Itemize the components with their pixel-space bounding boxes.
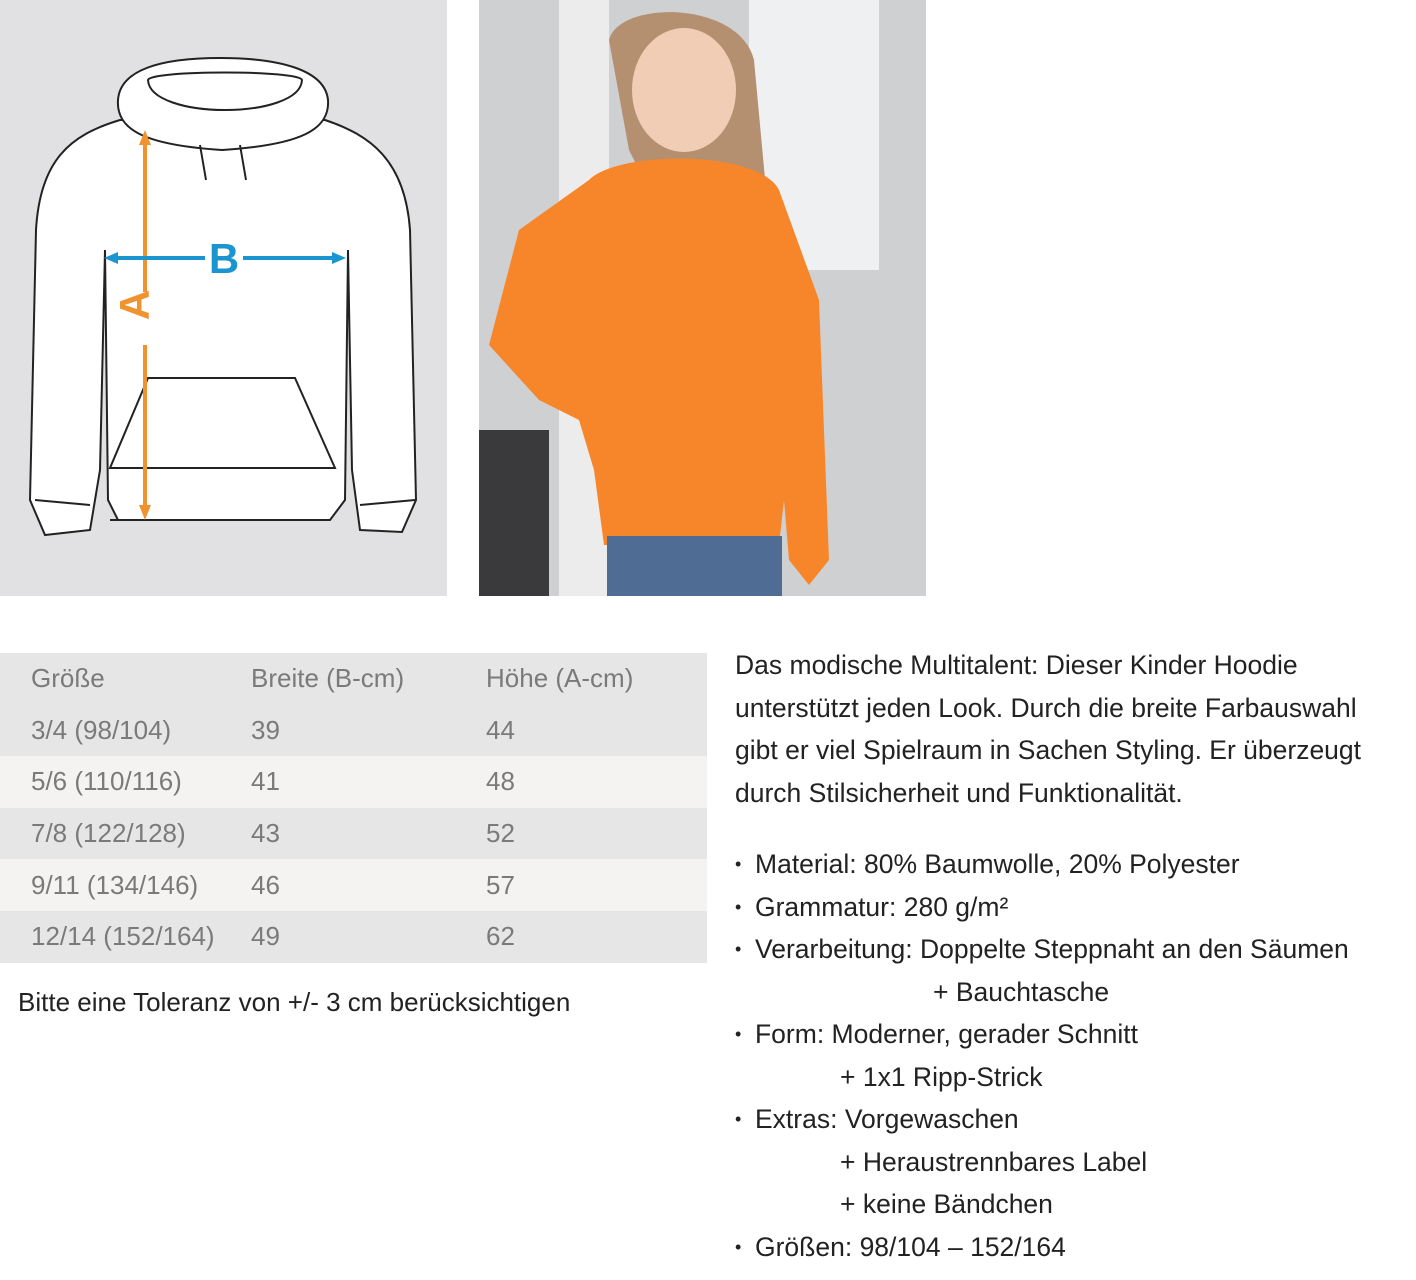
cell-width: 39 xyxy=(251,714,280,745)
product-description: Das modische Multitalent: Dieser Kinder Hoodie unterstützt jeden Look. Durch die breite Farbauswahl gibt er viel Spielraum in Sachen Styling. Er überzeugt durch Stilsicherheit und Funktionalität. xyxy=(735,650,1362,808)
feature-material xyxy=(735,843,1349,886)
table-row xyxy=(0,808,707,860)
cell-height: 52 xyxy=(486,818,515,849)
cell-size: 3/4 (98/104) xyxy=(31,714,172,745)
hoodie-body xyxy=(30,120,416,535)
cell-height: 57 xyxy=(486,869,515,900)
table-row xyxy=(0,859,707,911)
cell-width: 46 xyxy=(251,869,280,900)
header-size: Größe xyxy=(31,663,105,694)
cell-height: 44 xyxy=(486,714,515,745)
feature-form xyxy=(735,1013,1349,1098)
cell-width: 41 xyxy=(251,766,280,797)
feature-continuation: + Heraustrennbares Label xyxy=(840,1146,1148,1177)
product-photo xyxy=(479,0,926,596)
table-header-row xyxy=(0,653,707,705)
feature-continuation: + keine Bändchen xyxy=(840,1189,1053,1219)
cell-height: 62 xyxy=(486,921,515,952)
table-row xyxy=(0,705,707,757)
tolerance-note: Bitte eine Toleranz von +/- 3 cm berücksichtigen xyxy=(18,987,571,1017)
feature-sizes xyxy=(735,1226,1349,1269)
feature-extras xyxy=(735,1098,1349,1226)
cell-size: 12/14 (152/164) xyxy=(31,921,215,952)
feature-text: Extras: Vorgewaschen xyxy=(755,1104,1019,1134)
cell-width: 49 xyxy=(251,921,280,952)
size-table xyxy=(0,653,707,963)
cell-size: 9/11 (134/146) xyxy=(31,869,199,900)
cell-size: 5/6 (110/116) xyxy=(31,766,182,797)
label-b: B xyxy=(208,235,240,282)
cell-height: 48 xyxy=(486,766,515,797)
feature-continuation: + 1x1 Ripp-Strick xyxy=(840,1061,1043,1092)
feature-text: Verarbeitung: Doppelte Steppnaht an den Säumen xyxy=(755,934,1349,964)
feature-text: Material: 80% Baumwolle, 20% Polyester xyxy=(755,849,1240,879)
hoodie-measurement-diagram xyxy=(0,0,447,596)
feature-grammage xyxy=(735,886,1349,929)
header-height: Höhe (A-cm) xyxy=(486,663,634,694)
feature-text: Größen: 98/104 – 152/164 xyxy=(755,1231,1066,1262)
feature-list xyxy=(735,843,1349,1268)
feature-text: Grammatur: 280 g/m² xyxy=(755,891,1009,922)
feature-processing xyxy=(735,928,1349,1013)
table-row xyxy=(0,911,707,963)
feature-text: Form: Moderner, gerader Schnitt xyxy=(755,1019,1138,1049)
cell-width: 43 xyxy=(251,818,280,849)
cell-size: 7/8 (122/128) xyxy=(31,818,186,849)
label-a: A xyxy=(111,289,158,321)
feature-continuation: + Bauchtasche xyxy=(933,976,1110,1007)
table-row xyxy=(0,756,707,808)
header-width: Breite (B-cm) xyxy=(251,663,405,694)
